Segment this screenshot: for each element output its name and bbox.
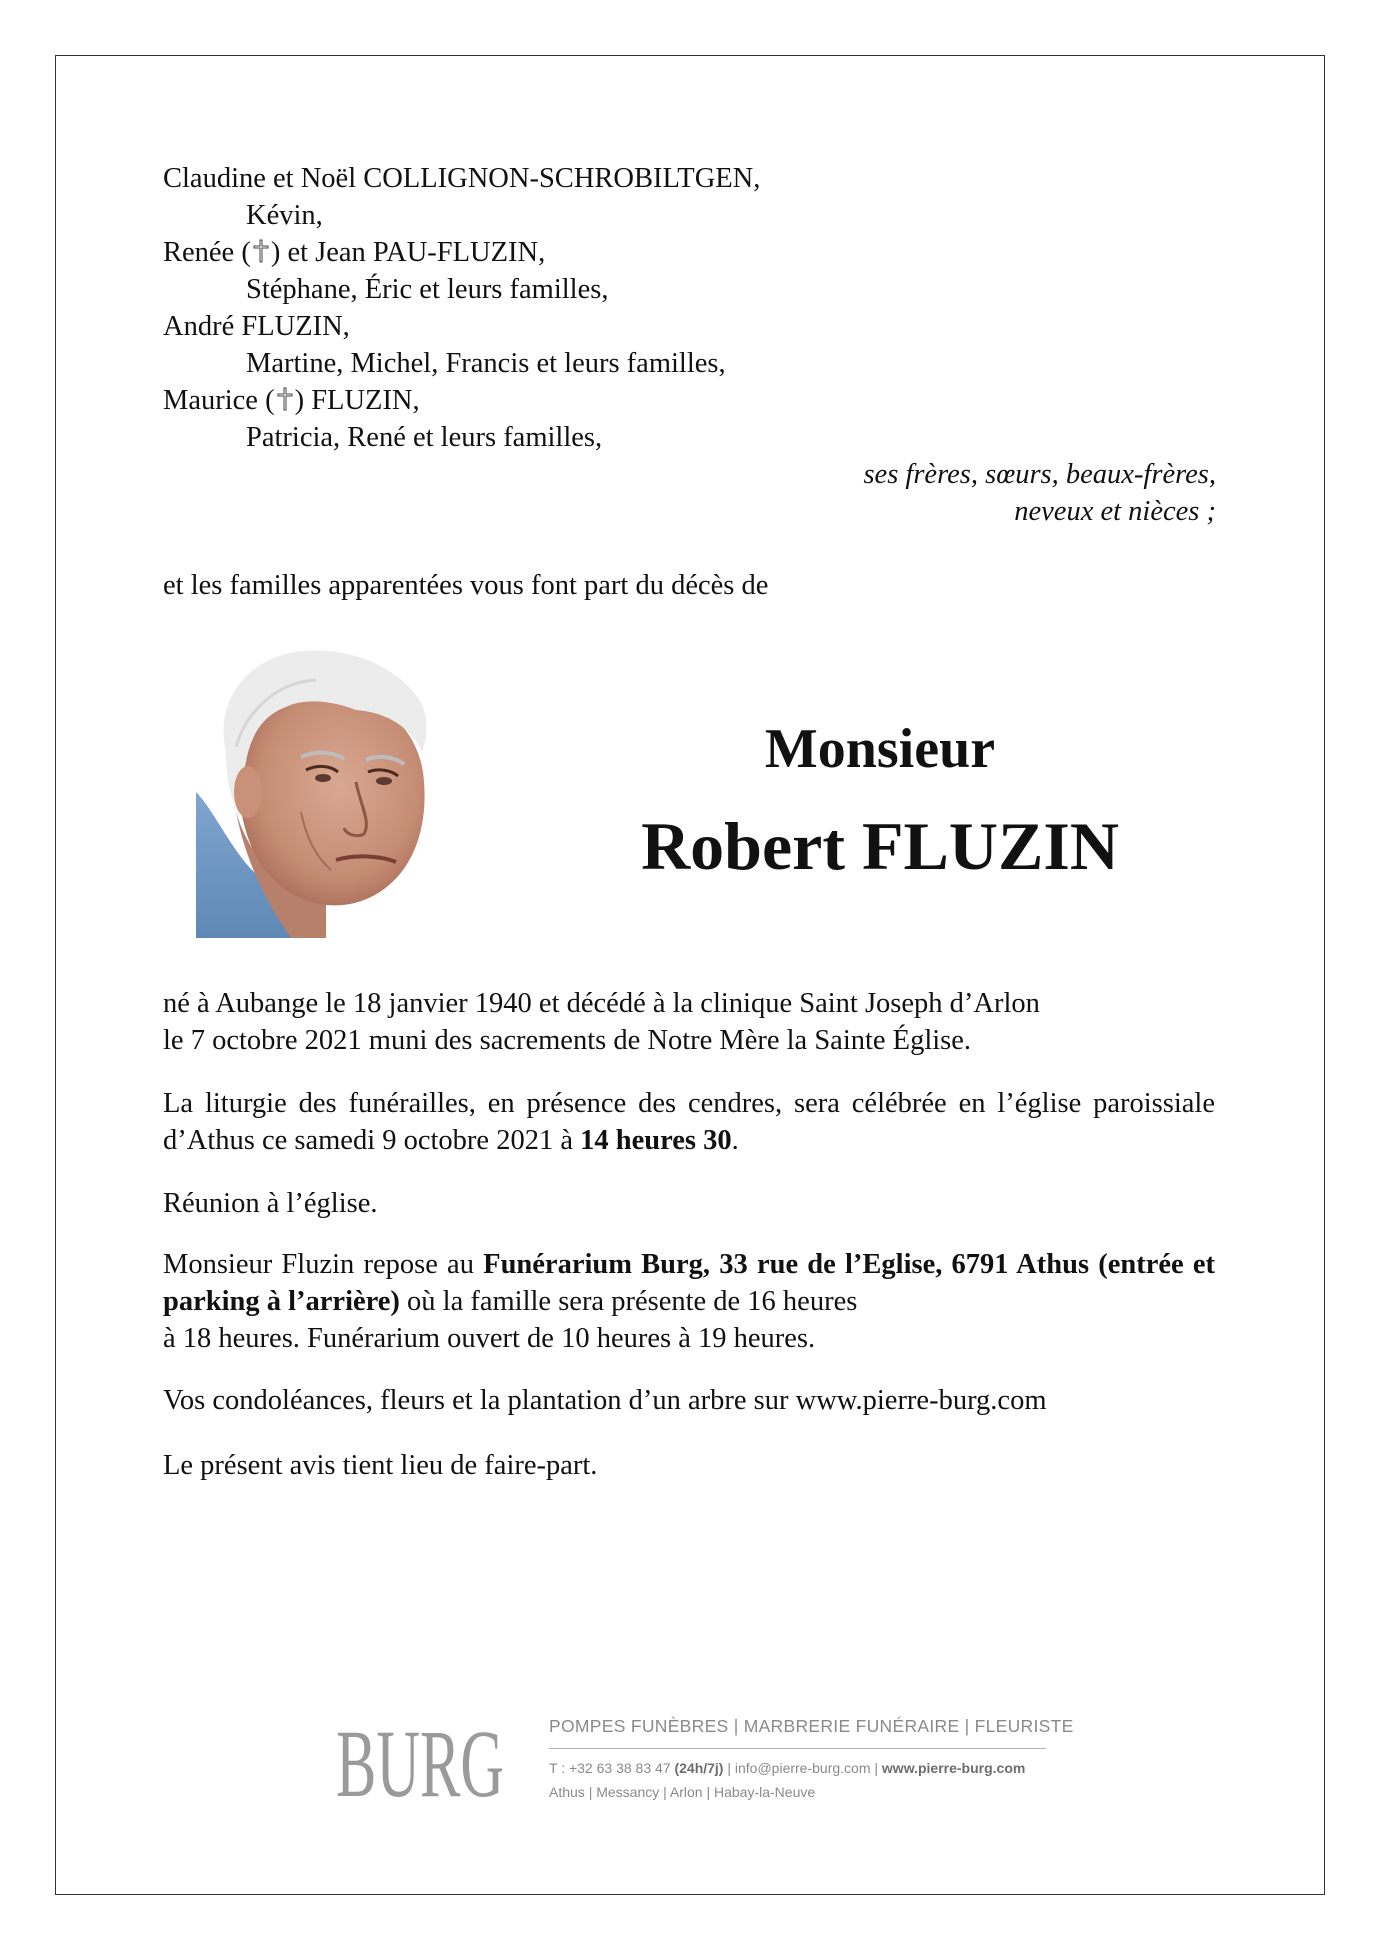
funerarium-paragraph: Monsieur Fluzin repose au Funérarium Burg, 33 rue de l’Eglise, 6791 Athus (entrée et parking à l’arrière) où la famille sera présente de 16 heures — [163, 1249, 1216, 1317]
meeting-line: Réunion à l’église. — [163, 1188, 378, 1219]
family-line-1: Claudine et Noël COLLIGNON-SCHROBILTGEN, — [163, 163, 761, 194]
announcement: et les familles apparentées vous font part du décès de — [163, 570, 769, 601]
burg-logo — [336, 1714, 506, 1804]
family-line-7: Maurice ( ) FLUZIN, — [163, 385, 420, 416]
footer-divider — [549, 1748, 1046, 1749]
family-line-4: Stéphane, Éric et leurs familles, — [246, 274, 609, 305]
deceased-name: Robert FLUZIN — [641, 808, 1119, 884]
funerarium-hours: à 18 heures. Funérarium ouvert de 10 heures à 19 heures. — [163, 1323, 816, 1354]
deceased-title: Monsieur — [764, 718, 996, 780]
family-line-8: Patricia, René et leurs familles, — [246, 422, 603, 453]
cross-icon — [275, 387, 295, 411]
footer-services: POMPES FUNÈBRES | MARBRERIE FUNÉRAIRE | FLEURISTE — [549, 1716, 1074, 1736]
family-line-2: Kévin, — [246, 200, 323, 231]
svg-text:BURG: BURG — [336, 1714, 504, 1804]
footer-locations: Athus | Messancy | Arlon | Habay-la-Neuve — [549, 1784, 816, 1800]
notice-line: Le présent avis tient lieu de faire-part. — [163, 1450, 598, 1481]
deceased-photo — [196, 642, 430, 938]
relation-line-2: neveux et nièces ; — [1014, 496, 1216, 527]
birth-death-line-1: né à Aubange le 18 janvier 1940 et décédé à la clinique Saint Joseph d’Arlon — [163, 988, 1040, 1019]
funeral-paragraph: La liturgie des funérailles, en présence des cendres, sera célébrée en l’église paroissiale d’Athus ce samedi 9 octobre 2021 à 14 heures 30. — [163, 1088, 1215, 1156]
footer-contact: T : +32 63 38 83 47 (24h/7j) | info@pierre-burg.com | www.pierre-burg.com — [549, 1760, 1026, 1776]
family-line-5: André FLUZIN, — [163, 311, 350, 342]
relation-line-1: ses frères, sœurs, beaux-frères, — [863, 459, 1216, 490]
birth-death-line-2: le 7 octobre 2021 muni des sacrements de Notre Mère la Sainte Église. — [163, 1025, 972, 1056]
family-line-3: Renée ( ) et Jean PAU-FLUZIN, — [163, 237, 546, 268]
footer-email[interactable]: info@pierre-burg.com — [734, 1760, 871, 1776]
condolences-line: Vos condoléances, fleurs et la plantation d’un arbre sur www.pierre-burg.com — [163, 1385, 1047, 1416]
cross-icon — [251, 239, 271, 263]
family-line-6: Martine, Michel, Francis et leurs familles, — [246, 348, 726, 379]
footer-website[interactable]: www.pierre-burg.com — [881, 1760, 1026, 1776]
